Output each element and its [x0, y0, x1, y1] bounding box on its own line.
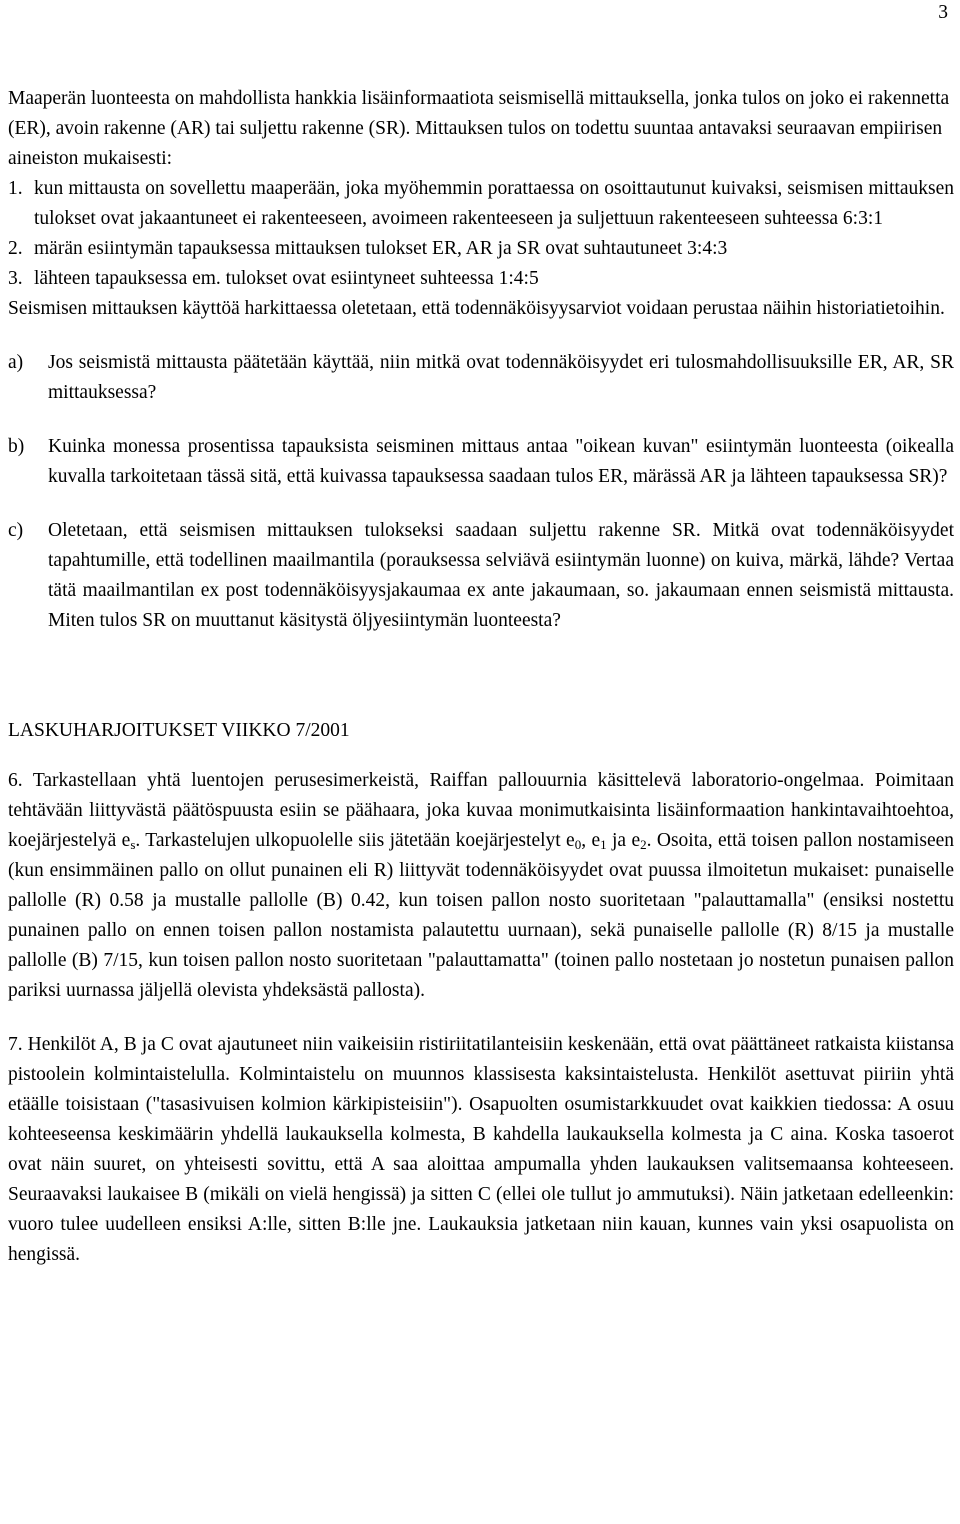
- question-a: [8, 348, 954, 408]
- subscript: 0: [574, 837, 582, 852]
- list-item-number: 3.: [8, 268, 23, 289]
- question-label: c): [8, 520, 24, 541]
- subscript: s: [130, 837, 136, 852]
- conclusion-paragraph: Seismisen mittauksen käyttöä harkittaessa oletetaan, että todennäköisyysarviot voidaan perustaa näihin historiatietoihin.: [8, 298, 945, 319]
- exercise-6-text: 6. Tarkastellaan yhtä luentojen perusesimerkeistä, Raiffan pallouurnia käsittelevä laboratorio-ongelmaa. Poimitaan tehtävään liittyvästä päätöspuusta esiin se päähaara, joka kuvaa monimutkaisinta lisäinformaation hankintavaihtoehtoa, koejärjestelyä e: [8, 770, 954, 851]
- subscript: 1: [600, 837, 607, 852]
- list-item-number: 1.: [8, 178, 23, 199]
- list-item-text: märän esiintymän tapauksessa mittauksen tulokset ER, AR ja SR ovat suhtautuneet 3:4:3: [34, 238, 728, 259]
- question-text: Oletetaan, että seismisen mittauksen tulokseksi saadaan suljettu rakenne SR. Mitkä ovat todennäköisyydet tapahtumille, että todellinen maailmantila (porauksessa selviävä esiintymän luonne) on kuiva, märkä, lähde? Vertaa tätä maailmantilan ex post todennäköisyysjakaumaa ex ante jakaumaan, so. jakaumaan ennen seismistä mittausta. Miten tulos SR on muuttanut käsitystä öljyesiintymän luonteesta?: [48, 520, 954, 631]
- page-number: 3: [938, 2, 948, 23]
- question-label: a): [8, 352, 24, 373]
- subscript: 2: [640, 837, 647, 852]
- exercise-6-text: . Osoita, että toisen pallon nostamiseen (kun ensimmäinen pallo on ollut punainen eli R) liittyvät todennäköisyydet ovat puussa ilmoitetun mukaiset: punaiselle pallolle (R) 0.58 ja mustalle pallolle (B) 0.42, kun toisen pallon nosto suoritetaan "palauttamalla" (ensiksi nostettu punainen pallo on ennen toisen pallon nostamista palautettu uurnaan), sekä punaiselle pallolle (R) 8/15 ja mustalle pallolle (B) 7/15, kun toisen pallon nosto suoritetaan "palauttamatta" (toinen pallo nostetaan jo nostetun punaisen pallon pariksi uurnassa jäljellä olevista yhdeksästä pallosta).: [8, 830, 955, 1001]
- intro-paragraph: Maaperän luonteesta on mahdollista hankkia lisäinformaatiota seismisellä mittauksella, jonka tulos on joko ei rakennetta (ER), avoin rakenne (AR) tai suljettu rakenne (SR). Mittauksen tulos on todettu suuntaa antavaksi seuraavan empiirisen aineiston mukaisesti:: [8, 88, 950, 169]
- exercise-6-text: , e: [581, 830, 601, 851]
- exercise-7: 7. Henkilöt A, B ja C ovat ajautuneet niin vaikeisiin ristiriitatilanteisiin keskenään, että ovat päättäneet ratkaista kiistansa pistoolein kolmintaistelulla. Kolmintaistelu on muunnos klassisesta kaksintaistelusta. Henkilöt asettuvat piiriin yhtä etäälle toisistaan ("tasasivuisen kolmion kärkipisteisiin"). Osapuolten osumistarkkuudet ovat kaikkien tiedossa: A osuu kohteeseensa keskimäärin yhdellä laukauksella kolmesta, B kahdella laukauksella kolmesta ja C aina. Koska tasoerot ovat näin suuret, on yhteisesti sovittu, että A saa aloittaa ampumalla yhden laukauksen valitsemaansa kohteeseen. Seuraavaksi laukaisee B (mikäli on vielä hengissä) ja sitten C (ellei ole tullut jo ammutuksi). Näin jatketaan edelleenkin: vuoro tulee uudelleen ensiksi A:lle, sitten B:lle jne. Laukauksia jatketaan niin kauan, kunnes vain yksi osapuolista on hengissä.: [8, 1034, 954, 1265]
- section-heading: LASKUHARJOITUKSET VIIKKO 7/2001: [8, 720, 350, 741]
- list-item-text: lähteen tapauksessa em. tulokset ovat esiintyneet suhteessa 1:4:5: [34, 268, 539, 289]
- exercise-6-text: ja e: [606, 830, 641, 851]
- list-item: [8, 234, 954, 264]
- question-label: b): [8, 436, 25, 457]
- question-c: [8, 516, 954, 636]
- list-item-text: kun mittausta on sovellettu maaperään, joka myöhemmin porattaessa on osoittautunut kuivaksi, seismisen mittauksen tulokset ovat jakaantuneet ei rakenteeseen, avoimeen rakenteeseen ja suljettuun rakenteeseen suhteessa 6:3:1: [34, 178, 954, 229]
- question-text: Jos seismistä mittausta päätetään käyttää, niin mitkä ovat todennäköisyydet eri tulosmahdollisuuksille ER, AR, SR mittauksessa?: [48, 352, 954, 403]
- exercise-6: [8, 766, 954, 1006]
- document-body: [8, 84, 954, 1270]
- list-item: [8, 264, 954, 294]
- question-b: [8, 432, 954, 492]
- empirical-data-list: [8, 174, 954, 294]
- exercise-6-text: . Tarkastelujen ulkopuolelle siis jätetään koejärjestelyt e: [135, 830, 575, 851]
- question-text: Kuinka monessa prosentissa tapauksista seisminen mittaus antaa "oikean kuvan" esiintymän luonteesta (oikealla kuvalla tarkoitetaan tässä sitä, että kuivassa tapauksessa saadaan tulos ER, märässä AR ja lähteen tapauksessa SR)?: [48, 436, 954, 487]
- list-item: [8, 174, 954, 234]
- list-item-number: 2.: [8, 238, 23, 259]
